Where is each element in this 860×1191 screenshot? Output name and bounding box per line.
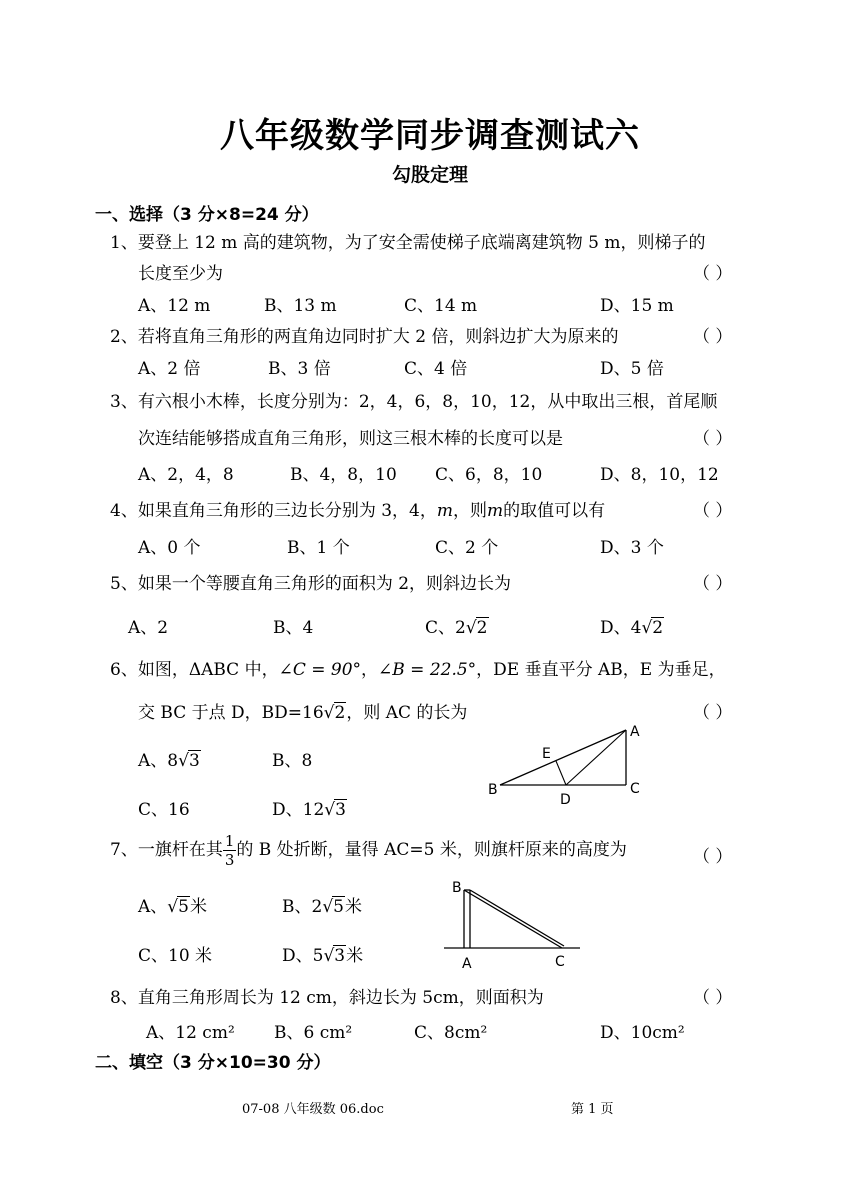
label-a: A (462, 956, 472, 972)
sqrt-symbol: √3 (323, 946, 346, 966)
question-5-option-c (425, 613, 489, 638)
question-7-option-d (282, 941, 363, 966)
question-6-line-1 (110, 655, 726, 680)
question-1-option-a: A、12 m (138, 296, 211, 316)
triangle-figure-q6 (480, 718, 650, 808)
question-4-option-c: C、2 个 (435, 538, 499, 558)
sqrt-symbol: √3 (178, 751, 200, 771)
footer-page-number: 第 1 页 (571, 1102, 614, 1117)
question-4-text-mid: ，则 (452, 501, 487, 521)
sqrt-symbol: √3 (324, 800, 346, 820)
label-c: C (555, 954, 565, 970)
broken-top-1 (464, 890, 562, 948)
sqrt-symbol: √2 (465, 618, 488, 638)
label-c: C (630, 781, 640, 797)
sqrt-symbol: √2 (641, 618, 664, 638)
question-8-option-b: B、6 cm² (274, 1023, 353, 1043)
question-6-option-b: B、8 (272, 751, 313, 771)
radicand: 2 (652, 618, 664, 638)
answer-blank-6: （ ） (693, 703, 733, 723)
question-8-line-1: 8、直角三角形周长为 12 cm，斜边长为 5cm，则面积为 (110, 988, 544, 1008)
question-2-option-c: C、4 倍 (404, 359, 468, 379)
question-3-option-d: D、8，10，12 (600, 465, 719, 485)
answer-blank-1: （ ） (693, 264, 733, 284)
fraction-numerator: 1 (224, 832, 235, 850)
answer-blank-3: （ ） (693, 429, 733, 449)
question-2-option-b: B、3 倍 (268, 359, 331, 379)
question-8-option-a: A、12 cm² (146, 1023, 235, 1043)
q6-text-d: ，则 AC 的长为 (346, 703, 468, 723)
sqrt-symbol: √5 (167, 897, 189, 917)
question-8-option-c: C、8cm² (414, 1023, 488, 1043)
label-b: B (452, 880, 462, 896)
question-3-option-a: A、2，4，8 (138, 465, 234, 485)
question-3-option-c: C、6，8，10 (435, 465, 543, 485)
question-3-line-1: 3、有六根小木棒，长度分别为：2，4，6，8，10，12，从中取出三根，首尾顺 (110, 392, 718, 412)
answer-blank-4: （ ） (693, 501, 733, 521)
question-4-option-b: B、1 个 (287, 538, 350, 558)
question-4-option-d: D、3 个 (600, 538, 664, 558)
question-6-option-c: C、16 (138, 800, 190, 820)
question-4-text-post: 的取值可以有 (503, 501, 606, 521)
question-2-line-1: 2、若将直角三角形的两直角边同时扩大 2 倍，则斜边扩大为原来的 (110, 327, 619, 347)
option-a-prefix: A、 (138, 897, 168, 917)
flagpole-figure-q7 (440, 876, 585, 974)
question-6-line-2 (138, 698, 467, 723)
q6-text-c: 交 BC 于点 D，BD=16 (138, 703, 324, 723)
question-4-line-1 (110, 496, 605, 521)
question-1-line-2: 长度至少为 (138, 264, 223, 284)
answer-blank-2: （ ） (693, 327, 733, 347)
q7-text-pre: 7、一旗杆在其 (110, 840, 223, 860)
question-7-option-c: C、10 米 (138, 946, 213, 966)
label-a: A (630, 724, 640, 740)
label-b: B (488, 782, 498, 798)
label-e: E (542, 746, 551, 762)
variable-m: m (436, 501, 453, 521)
question-7-option-b (282, 892, 362, 917)
question-6-option-a (138, 746, 201, 771)
segment-ed (556, 761, 566, 785)
question-5-option-d (600, 613, 664, 638)
question-6-option-d (272, 795, 347, 820)
page-subtitle: 勾股定理 (391, 164, 468, 186)
footer-filename: 07-08 八年级数 06.doc (242, 1102, 384, 1117)
question-7-option-a (138, 892, 207, 917)
unit: 米 (344, 897, 362, 917)
angle-b: ∠B = 22.5° (378, 660, 477, 680)
question-7-line-1 (110, 832, 627, 869)
option-a-prefix: A、8 (138, 751, 179, 771)
question-1-option-d: D、15 m (600, 296, 674, 316)
segment-ad (566, 730, 626, 785)
label-d: D (560, 792, 571, 808)
q6-separator: ， (361, 660, 379, 680)
radicand: 5 (333, 897, 344, 917)
question-4-text-pre: 4、如果直角三角形的三边长分别为 3，4， (110, 501, 437, 521)
question-1-line-1: 1、要登上 12 m 高的建筑物，为了安全需使梯子底端离建筑物 5 m，则梯子的 (110, 233, 706, 253)
option-b-prefix: B、2 (282, 897, 323, 917)
question-8-option-d: D、10cm² (600, 1023, 685, 1043)
variable-m: m (486, 501, 504, 521)
answer-blank-5: （ ） (693, 574, 733, 594)
radicand: 2 (334, 703, 346, 723)
radicand: 3 (334, 946, 346, 966)
radicand: 5 (178, 897, 189, 917)
q7-text-post: 的 B 处折断，量得 AC=5 米，则旗杆原来的高度为 (236, 840, 627, 860)
option-c-prefix: C、2 (425, 618, 466, 638)
fraction-one-third (223, 832, 237, 869)
q6-text-b: ，DE 垂直平分 AB，E 为垂足， (476, 660, 726, 680)
section-heading-choice: 一、选择（3 分×8=24 分） (95, 205, 319, 225)
question-2-option-d: D、5 倍 (600, 359, 664, 379)
answer-blank-7: （ ） (693, 847, 733, 867)
fraction-denominator: 3 (224, 851, 235, 869)
option-d-prefix: D、12 (272, 800, 325, 820)
question-1-option-c: C、14 m (404, 296, 478, 316)
radicand: 3 (188, 751, 200, 771)
unit: 米 (346, 946, 364, 966)
answer-blank-8: （ ） (693, 988, 733, 1008)
sqrt-symbol: √5 (322, 897, 344, 917)
question-4-option-a: A、0 个 (138, 538, 201, 558)
radicand: 3 (335, 800, 346, 820)
question-2-option-a: A、2 倍 (138, 359, 201, 379)
radicand: 2 (476, 618, 488, 638)
sqrt-symbol: √2 (323, 703, 346, 723)
question-3-line-2: 次连结能够搭成直角三角形，则这三根木棒的长度可以是 (138, 429, 563, 449)
option-d-prefix: D、5 (282, 946, 324, 966)
question-5-option-b: B、4 (273, 618, 314, 638)
question-1-option-b: B、13 m (264, 296, 337, 316)
broken-top-2 (470, 890, 564, 946)
question-3-option-b: B、4，8，10 (290, 465, 397, 485)
q6-text-a: 6、如图，ΔABC 中， (110, 660, 279, 680)
question-5-line-1: 5、如果一个等腰直角三角形的面积为 2，则斜边长为 (110, 574, 512, 594)
option-d-prefix: D、4 (600, 618, 642, 638)
question-5-option-a: A、2 (128, 618, 169, 638)
page-title: 八年级数学同步调查测试六 (220, 116, 640, 156)
unit: 米 (189, 897, 207, 917)
angle-c: ∠C = 90° (278, 660, 362, 680)
section-heading-fill-in: 二、填空（3 分×10=30 分） (95, 1053, 331, 1073)
